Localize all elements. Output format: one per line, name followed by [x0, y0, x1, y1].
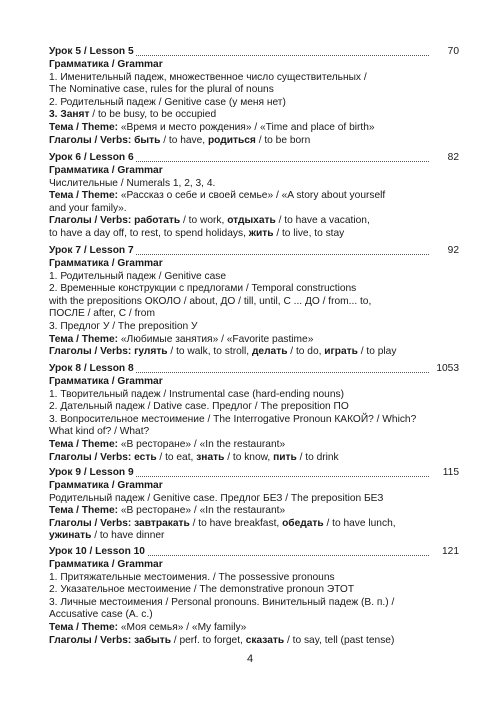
- grammar-line: 3. Личные местоимения / Personal pronouns. Винительный падеж (В. п.) /: [49, 596, 395, 608]
- verbs-label: Глаголы / Verbs:: [49, 215, 132, 227]
- grammar-line: Accusative case (А. с.): [49, 609, 153, 621]
- verbs-label: Глаголы / Verbs:: [49, 634, 132, 646]
- verb-gloss: to have a day off, to rest, to spend holidays,: [49, 227, 249, 239]
- verb-gloss: / to say, tell (past tense): [284, 634, 395, 646]
- verbs-line-cont: [49, 228, 459, 241]
- verb: сказать: [245, 634, 285, 646]
- theme-label: Тема / Theme:: [49, 621, 119, 633]
- verb: завтракать: [131, 517, 190, 529]
- verbs-label: Глаголы / Verbs:: [49, 451, 132, 463]
- lesson-page: 70: [445, 46, 459, 59]
- verb: есть: [131, 451, 157, 463]
- grammar-heading: Грамматика / Grammar: [49, 258, 163, 269]
- verb-gloss: / to have breakfast,: [189, 517, 283, 529]
- grammar-line: 1. Творительный падеж / Instrumental case (hard-ending nouns): [49, 388, 344, 400]
- page-number: 4: [246, 653, 254, 665]
- verbs-line-cont: [49, 530, 459, 543]
- theme-line: [49, 334, 459, 347]
- theme-text: «В ресторане» / «In the restaurant»: [118, 438, 286, 450]
- grammar-heading: Грамматика / Grammar: [49, 480, 163, 491]
- lesson-page: 1053: [433, 363, 459, 376]
- verb-gloss: / to live, to stay: [273, 227, 345, 239]
- lesson-page: 92: [445, 245, 459, 258]
- grammar-line: 2. Временные конструкции с предлогами / Temporal constructions: [49, 283, 357, 295]
- verbs-label: Глаголы / Verbs:: [49, 517, 132, 529]
- theme-text: «Рассказ о себе и своей семье» / «A story about yourself: [118, 190, 386, 202]
- verb-gloss: / to have lunch,: [323, 517, 396, 529]
- lesson-title: Урок 10 / Lesson 10: [49, 546, 145, 557]
- lesson-7: [49, 245, 459, 359]
- grammar-line: The Nominative case, rules for the plural of nouns: [49, 84, 274, 96]
- verb-gloss: / to do,: [287, 346, 325, 358]
- lesson-page: 115: [440, 467, 459, 480]
- verb-gloss: / to have,: [160, 134, 208, 146]
- verb-gloss: / perf. to forget,: [170, 634, 246, 646]
- grammar-heading: Грамматика / Grammar: [49, 59, 163, 70]
- verb: ужинать: [49, 530, 92, 542]
- verbs-line: [49, 346, 459, 359]
- verb-gloss: / to eat,: [156, 451, 197, 463]
- grammar-heading: Грамматика / Grammar: [49, 559, 163, 570]
- verb: делать: [251, 346, 288, 358]
- verbs-line: [49, 135, 459, 148]
- theme-line: [49, 122, 459, 135]
- lesson-title-row: [49, 152, 459, 165]
- verbs-line: [49, 215, 459, 228]
- verb-gloss: / to be born: [255, 134, 311, 146]
- lesson-title: Урок 7 / Lesson 7: [49, 245, 134, 256]
- verbs-label: Глаголы / Verbs:: [49, 346, 132, 358]
- grammar-term: 3. Занят: [49, 109, 90, 121]
- lesson-8: [49, 363, 459, 464]
- grammar-line: ПОСЛЕ / after, С / from: [49, 308, 155, 320]
- verb-gloss: / to have a vacation,: [275, 215, 370, 227]
- lesson-6: [49, 152, 459, 241]
- lesson-title-row: [49, 467, 459, 480]
- theme-text-cont: and your family».: [49, 202, 127, 214]
- theme-line: [49, 505, 459, 518]
- verb: обедать: [282, 517, 324, 529]
- verbs-line: [49, 518, 459, 531]
- theme-text: «В ресторане» / «In the restaurant»: [118, 505, 286, 517]
- grammar-gloss: / to be busy, to be occupied: [89, 109, 217, 121]
- grammar-line: 3. Вопросительное местоимение / The Interrogative Pronoun КАКОЙ? / Which?: [49, 413, 417, 425]
- grammar-line: Числительные / Numerals 1, 2, 3, 4.: [49, 177, 216, 189]
- verbs-label: Глаголы / Verbs:: [49, 134, 132, 146]
- verbs-line: [49, 635, 459, 648]
- lesson-5: [49, 46, 459, 147]
- theme-line: [49, 190, 459, 203]
- lesson-9: [49, 467, 459, 543]
- verb-gloss: / to walk, to stroll,: [167, 346, 252, 358]
- theme-label: Тема / Theme:: [49, 438, 119, 450]
- theme-label: Тема / Theme:: [49, 333, 119, 345]
- theme-text: «Время и место рождения» / «Time and place of birth»: [118, 121, 375, 133]
- lesson-title-row: [49, 46, 459, 59]
- verb: отдыхать: [227, 215, 276, 227]
- grammar-line: 2. Родительный падеж / Genitive case (у меня нет): [49, 96, 286, 108]
- verb: быть: [131, 134, 161, 146]
- theme-text: «Любимые занятия» / «Favorite pastime»: [118, 333, 314, 345]
- theme-label: Тема / Theme:: [49, 505, 119, 517]
- grammar-heading: Грамматика / Grammar: [49, 376, 163, 387]
- grammar-line: with the prepositions ОКОЛО / about, ДО / till, until, С ... ДО / from... to,: [49, 295, 372, 307]
- verb-gloss: / to know,: [224, 451, 274, 463]
- theme-text: «Моя семья» / «My family»: [118, 621, 247, 633]
- verb: знать: [196, 451, 225, 463]
- grammar-line: 1. Родительный падеж / Genitive case: [49, 270, 227, 282]
- verb: работать: [131, 215, 181, 227]
- verb-gloss: / to work,: [180, 215, 228, 227]
- verb: пить: [273, 451, 297, 463]
- lesson-title: Урок 8 / Lesson 8: [49, 363, 134, 374]
- verb: родиться: [207, 134, 256, 146]
- lesson-10: [49, 546, 459, 647]
- lesson-title: Урок 9 / Lesson 9: [49, 467, 134, 478]
- grammar-line: 2. Дательный падеж / Dative case. Предлог / The preposition ПО: [49, 401, 349, 413]
- lesson-page: 82: [445, 152, 459, 165]
- lesson-title-row: [49, 363, 459, 376]
- verb: гулять: [131, 346, 168, 358]
- theme-line: [49, 622, 459, 635]
- theme-label: Тема / Theme:: [49, 190, 119, 202]
- theme-label: Тема / Theme:: [49, 121, 119, 133]
- grammar-line: What kind of? / What?: [49, 426, 150, 438]
- verb: жить: [248, 227, 274, 239]
- theme-line: [49, 439, 459, 452]
- lesson-title-row: [49, 546, 459, 559]
- grammar-line: 3. Предлог У / The preposition У: [49, 320, 198, 332]
- grammar-heading: Грамматика / Grammar: [49, 165, 163, 176]
- verbs-line: [49, 452, 459, 465]
- lesson-title: Урок 5 / Lesson 5: [49, 46, 134, 57]
- verb-gloss: / to play: [357, 346, 397, 358]
- grammar-line: [49, 109, 459, 122]
- lesson-page: 121: [439, 546, 459, 559]
- verb-gloss: / to have dinner: [91, 530, 165, 542]
- grammar-line: 2. Указательное местоимение / The demonstrative pronoun ЭТОТ: [49, 584, 355, 596]
- lesson-title-row: [49, 245, 459, 258]
- verb: забыть: [131, 634, 171, 646]
- verb: играть: [324, 346, 358, 358]
- grammar-line: Родительный падеж / Genitive case. Предлог БЕЗ / The preposition БЕЗ: [49, 492, 384, 504]
- grammar-line: 1. Притяжательные местоимения. / The possessive pronouns: [49, 571, 335, 583]
- grammar-line: 1. Именительный падеж, множественное число существительных /: [49, 71, 367, 83]
- lesson-title: Урок 6 / Lesson 6: [49, 152, 134, 163]
- verb-gloss: / to drink: [296, 451, 339, 463]
